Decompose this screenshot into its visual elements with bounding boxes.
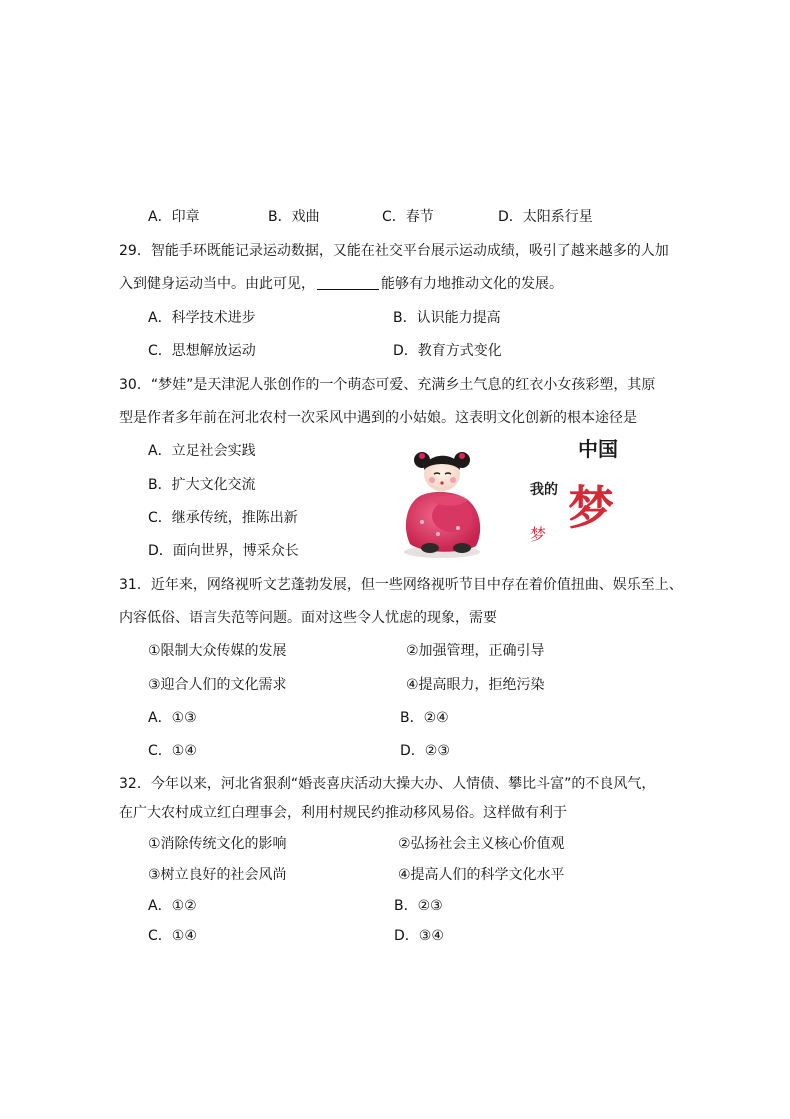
q32-option-a: A．①② xyxy=(148,898,197,914)
q32-option-d: D．③④ xyxy=(394,928,444,944)
q28-option-b: B．戏曲 xyxy=(268,209,320,225)
image-text-meng-small: 梦 xyxy=(530,525,547,544)
q29-stem-part2: 能够有力地推动文化的发展。 xyxy=(381,276,563,292)
q31-statement-2: ②加强管理，正确引导 xyxy=(406,643,545,659)
q30-option-c: C．继承传统，推陈出新 xyxy=(148,510,298,526)
q30-option-d: D．面向世界，博采众长 xyxy=(148,543,299,559)
q32-option-c: C．①④ xyxy=(148,928,197,944)
q31-option-c: C．①④ xyxy=(148,743,197,759)
q32-stem-line2: 在广大农村成立红白理事会，利用村规民约推动移风易俗。这样做有利于 xyxy=(119,805,567,821)
q32-statement-3: ③树立良好的社会风尚 xyxy=(148,867,287,883)
q30-stem-line2: 型是作者多年前在河北农村一次采风中遇到的小姑娘。这表明文化创新的根本途径是 xyxy=(119,410,637,426)
q29-option-a: A．科学技术进步 xyxy=(148,310,256,326)
q30-stem-line1: 30．“梦娃”是天津泥人张创作的一个萌态可爱、充满乡土气息的红衣小女孩彩塑，其原 xyxy=(119,377,656,393)
china-dream-doll-image xyxy=(392,432,618,570)
q30-option-b: B．扩大文化交流 xyxy=(148,477,256,493)
q29-option-d: D．教育方式变化 xyxy=(393,343,502,359)
q29-option-c: C．思想解放运动 xyxy=(148,343,256,359)
q32-statement-2: ②弘扬社会主义核心价值观 xyxy=(398,836,565,852)
answer-blank xyxy=(317,275,379,290)
q31-stem-line1: 31．近年来，网络视听文艺蓬勃发展，但一些网络视听节目中存在着价值扭曲、娱乐至上、 xyxy=(119,577,683,593)
q32-statement-1: ①消除传统文化的影响 xyxy=(148,836,287,852)
image-text-zhongguo: 中国 xyxy=(578,437,618,461)
q28-option-d: D．太阳系行星 xyxy=(498,209,593,225)
q31-option-d: D．②③ xyxy=(400,743,450,759)
q32-stem-line1: 32．今年以来，河北省狠刹“婚丧喜庆活动大操大办、人情债、攀比斗富”的不良风气， xyxy=(119,776,656,792)
q32-option-b: B．②③ xyxy=(394,898,443,914)
q29-option-b: B．认识能力提高 xyxy=(393,310,501,326)
q31-option-a: A．①③ xyxy=(148,710,197,726)
q31-option-b: B．②④ xyxy=(400,710,449,726)
image-text-meng-large: 梦 xyxy=(568,481,614,535)
q31-statement-1: ①限制大众传媒的发展 xyxy=(148,643,287,659)
q31-stem-line2: 内容低俗、语言失范等问题。面对这些令人忧虑的现象，需要 xyxy=(119,610,497,626)
q29-stem-line1: 29．智能手环既能记录运动数据，又能在社交平台展示运动成绩，吸引了越来越多的人加 xyxy=(119,243,669,259)
q31-statement-3: ③迎合人们的文化需求 xyxy=(148,677,287,693)
q29-stem-line2 xyxy=(119,274,563,294)
q28-option-a: A．印章 xyxy=(148,209,200,225)
q29-stem-part1: 入到健身运动当中。由此可见， xyxy=(119,276,315,292)
q32-statement-4: ④提高人们的科学文化水平 xyxy=(398,867,565,883)
q30-option-a: A．立足社会实践 xyxy=(148,443,256,459)
image-text-wode: 我的 xyxy=(530,482,558,498)
q31-statement-4: ④提高眼力，拒绝污染 xyxy=(406,677,545,693)
q28-option-c: C．春节 xyxy=(382,209,434,225)
